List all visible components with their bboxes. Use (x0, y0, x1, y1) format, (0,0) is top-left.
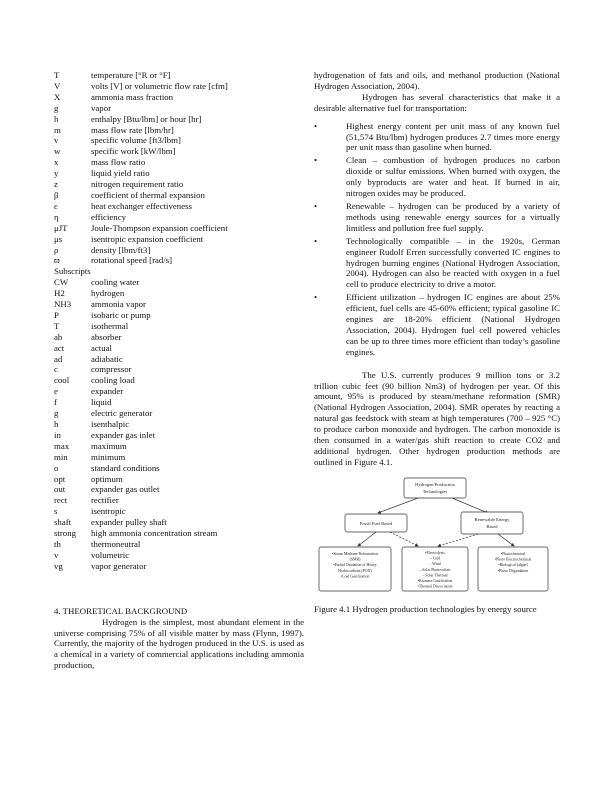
subscript-row (54, 364, 304, 375)
subscript-definition: isothermal (91, 320, 129, 331)
bio-items-text: •Photo Degradation (497, 568, 529, 573)
subscript-definition: cooling water (91, 277, 140, 288)
subscript-row (54, 375, 304, 386)
renewable-box (461, 512, 523, 534)
nomenclature-definition: nitrogen requirement ratio (91, 179, 184, 190)
bullet-marker: • (314, 292, 318, 303)
subscript-row (54, 463, 304, 474)
hydrogen-production-diagram (318, 476, 550, 594)
subscript-definition: compressor (91, 364, 132, 375)
subscript-definition: cooling load (91, 375, 135, 386)
root-box (404, 478, 466, 498)
nomenclature-definition: isentropic expansion coefficient (91, 233, 204, 244)
subscript-symbol: th (54, 538, 61, 549)
figure-4-1 (314, 476, 560, 615)
characteristic-item (314, 236, 560, 291)
characteristic-text: Technologically compatible – in the 1920s, German engineer Rudolf Erren successfully converted IC engines to hydrogen burning engines (National Hydrogen Association, 2004). Hydrogen can also be reacted with oxygen in a fuel cell to produce electricity to drive a motor. (346, 235, 560, 290)
subscript-row (54, 288, 304, 299)
nomenclature-symbol: ϖ (54, 255, 60, 266)
subscript-symbol: c (54, 364, 58, 375)
subscript-row (54, 495, 304, 506)
section-heading: 4. THEORETICAL BACKGROUND (54, 605, 188, 616)
nomenclature-row (54, 125, 304, 136)
nomenclature-row (54, 201, 304, 212)
bio-items-text: •Photochemical (500, 551, 526, 556)
nomenclature-definition: mass flow ratio (91, 157, 146, 168)
subscript-definition: expander gas inlet (91, 429, 155, 440)
nomenclature-row (54, 168, 304, 179)
fossil-items-text: •Steam Methane Reformation (331, 551, 379, 556)
subscript-symbol: f (54, 397, 57, 408)
subscript-definition: minimum (91, 451, 126, 462)
subscript-row (54, 452, 304, 463)
nomenclature-row (54, 81, 304, 92)
nomenclature-definition: specific work [kW/lbm] (91, 146, 176, 157)
subscript-definition: adiabatic (91, 353, 123, 364)
fossil-items-text: •Coal Gasification (340, 574, 370, 579)
nomenclature-definition: rotational speed [rad/s] (91, 255, 173, 266)
arrow-renewable-bio (498, 534, 514, 546)
nomenclature-symbol: m (54, 124, 61, 135)
paragraph-intro: Hydrogen has several characteristics that make it a desirable alternative fuel for transportation: (314, 91, 560, 113)
subscript-row (54, 441, 304, 452)
characteristic-text: Clean – combustion of hydrogen produces no carbon dioxide or sulfur emissions. When burned with oxygen, the only byproducts are water and heat. If burned in air, nitrogen oxides may be produced. (346, 155, 560, 199)
subscript-row (54, 310, 304, 321)
nomenclature-definition: coefficient of thermal expansion (91, 189, 205, 200)
nomenclature-row (54, 135, 304, 146)
nomenclature-definition: efficiency (91, 211, 127, 222)
subscripts-list (54, 277, 304, 571)
subscript-row (54, 506, 304, 517)
subscript-definition: electric generator (91, 408, 153, 419)
subscript-row (54, 408, 304, 419)
bullet-marker: • (314, 200, 318, 211)
subscript-row (54, 474, 304, 485)
electro-items-text: •Biomass Gasification (417, 578, 453, 583)
subscript-row (54, 343, 304, 354)
subscript-row (54, 277, 304, 288)
nomenclature-row (54, 146, 304, 157)
subscript-definition: standard conditions (91, 462, 160, 473)
fossil-items-text: Hydrocarbons (POX) (338, 568, 372, 573)
subscript-symbol: ab (54, 331, 63, 342)
nomenclature-row (54, 212, 304, 223)
subscript-symbol: act (54, 342, 65, 353)
arrow-root-renewable (452, 498, 488, 513)
electro-items-text: – Grid (429, 556, 441, 561)
nomenclature-symbol: z (54, 179, 58, 190)
nomenclature-symbol: w (54, 146, 61, 157)
nomenclature-symbol: μJT (54, 222, 68, 233)
subscript-symbol: shaft (54, 517, 72, 528)
figure-caption: Figure 4.1 Hydrogen production technologies by energy source (314, 603, 537, 614)
nomenclature-definition: mass flow rate [lbm/hr] (91, 124, 174, 135)
bio-items-text: •Photo Electrochemical (494, 557, 532, 562)
characteristics-list (314, 121, 560, 358)
subscript-row (54, 528, 304, 539)
characteristic-item (314, 121, 560, 154)
nomenclature-row (54, 234, 304, 245)
subscript-definition: isentropic (91, 506, 126, 517)
nomenclature-row (54, 92, 304, 103)
subscript-symbol: vg (54, 560, 63, 571)
bullet-marker: • (314, 120, 318, 131)
subscript-definition: maximum (91, 440, 127, 451)
subscript-definition: isenthalpic (91, 419, 130, 429)
paragraph-production: The U.S. currently produces 9 million tons or 3.2 trillion cubic feet (90 billion Nm3) of hydrogen per year. Of this amount, 95% is produced by steam/methane reformation (SMR) (National Hydrogen Association, 2004). SMR operates by reacting a natural gas feedstock with steam at high temperatures (700 – 925 °C) to produce carbon monoxide and hydrogen. The carbon monoxide is then consumed in a water/gas shift reaction to create CO2 and additional hydrogen. Other hydrogen production methods are outlined in Figure 4.1. (314, 369, 560, 467)
electro-items-text: – Solar Photovoltaic (419, 567, 451, 572)
subscript-symbol: T (54, 320, 60, 331)
subscript-definition: volumetric (91, 549, 130, 560)
renewable-label-2: Based (486, 523, 498, 529)
subscript-symbol: opt (54, 473, 66, 484)
subscript-symbol: out (54, 484, 66, 495)
nomenclature-definition: volts [V] or volumetric flow rate [cfm] (91, 80, 228, 91)
subscript-symbol: in (54, 429, 61, 440)
subscripts-heading: Subscripts (54, 266, 91, 277)
nomenclature-symbol: x (54, 157, 59, 168)
nomenclature-symbol: T (54, 70, 60, 80)
nomenclature-definition: Joule-Thompson expansion coefficient (91, 222, 228, 233)
nomenclature-symbol: h (54, 113, 59, 124)
subscript-row (54, 550, 304, 561)
nomenclature-symbol: g (54, 102, 59, 113)
nomenclature-symbol: ε (54, 200, 58, 211)
subscript-symbol: P (54, 309, 59, 320)
subscript-symbol: H2 (54, 288, 65, 299)
subscript-row (54, 397, 304, 408)
section-paragraph-1: Hydrogen is the simplest, most abundant element in the universe comprising 75% of all visible matter by mass (Flynn, 1997). Currently, the majority of the hydrogen produced in the U.S. is used as a chemical in a variety of commercial applications including ammonia production, (54, 616, 304, 671)
subscript-row (54, 517, 304, 528)
subscript-symbol: strong (54, 528, 76, 539)
arrow-root-fossil (378, 498, 418, 513)
root-label-1: Hydrogen Production (415, 481, 455, 487)
subscript-definition: vapor generator (91, 560, 147, 571)
subscript-row (54, 561, 304, 572)
subscript-row (54, 539, 304, 550)
nomenclature-row (54, 255, 304, 266)
right-column (314, 70, 560, 615)
subscript-symbol: o (54, 462, 59, 473)
subscript-definition: expander gas outlet (91, 484, 160, 495)
subscript-definition: liquid (91, 397, 112, 408)
subscript-row (54, 354, 304, 365)
bullet-marker: • (314, 155, 318, 166)
subscript-row (54, 419, 304, 430)
nomenclature-symbol: μs (54, 233, 63, 244)
subscript-definition: isobaric or pump (91, 309, 151, 320)
subscript-row (54, 386, 304, 397)
electro-items-text: •Electrolysis (425, 550, 445, 555)
nomenclature-row (54, 245, 304, 256)
nomenclature-row (54, 179, 304, 190)
root-label-2: Technologies (422, 488, 448, 494)
nomenclature-definition: specific volume [ft3/lbm] (91, 135, 181, 146)
nomenclature-definition: temperature [°R or °F] (91, 70, 171, 80)
subscript-definition: actual (91, 342, 112, 353)
subscript-definition: absorber (91, 331, 122, 342)
subscript-row (54, 321, 304, 332)
nomenclature-row (54, 114, 304, 125)
subscript-symbol: e (54, 386, 58, 397)
nomenclature-symbol: β (54, 189, 59, 200)
nomenclature-symbol: η (54, 211, 59, 222)
characteristic-item (314, 292, 560, 357)
characteristic-item (314, 155, 560, 199)
subscript-symbol: v (54, 549, 59, 560)
nomenclature-symbol: V (54, 80, 61, 91)
subscript-definition: optimum (91, 473, 123, 484)
subscript-definition: expander (91, 386, 124, 397)
electro-items-text: – Solar Thermal (422, 573, 448, 578)
nomenclature-symbol: ρ (54, 244, 59, 255)
subscript-definition: hydrogen (91, 288, 125, 299)
subscript-definition: ammonia vapor (91, 299, 146, 310)
fossil-items-text: (SMR) (349, 557, 361, 562)
subscript-symbol: rect (54, 495, 68, 506)
characteristic-text: Highest energy content per unit mass of any known fuel (51,574 Btu/lbm) hydrogen produces 2.7 times more energy per unit mass than gasoline when burned. (346, 120, 560, 153)
nomenclature-definition: liquid yield ratio (91, 168, 150, 179)
subscript-symbol: max (54, 440, 70, 451)
subscript-definition: thermoneutral (91, 538, 141, 549)
arrow-renewable-electro (438, 534, 478, 546)
subscript-symbol: g (54, 408, 59, 419)
subscript-symbol: s (54, 506, 58, 517)
nomenclature-symbol: y (54, 168, 59, 179)
nomenclature-definition: ammonia mass fraction (91, 91, 174, 102)
nomenclature-symbol: v (54, 135, 59, 146)
characteristic-text: Efficient utilization – hydrogen IC engines are about 25% efficient, fuel cells are 45-60% efficient; typical gasoline IC engines are 18-20% efficient (National Hydrogen Association, 2004). Hydrogen fuel cell powered vehicles can be up to three times more efficient than today’s gasoline engines. (346, 292, 560, 357)
nomenclature-row (54, 103, 304, 114)
nomenclature-list (54, 70, 304, 266)
subscript-symbol: ad (54, 353, 63, 364)
subscript-symbol: h (54, 419, 59, 429)
nomenclature-row (54, 70, 304, 81)
subscript-symbol: min (54, 451, 68, 462)
bullet-marker: • (314, 235, 318, 246)
nomenclature-definition: heat exchanger effectiveness (91, 200, 192, 211)
subscript-symbol: cool (54, 375, 70, 386)
subscript-definition: expander pulley shaft (91, 517, 167, 528)
nomenclature-symbol: X (54, 91, 61, 102)
nomenclature-row (54, 157, 304, 168)
characteristic-item (314, 201, 560, 234)
nomenclature-definition: density [lbm/ft3] (91, 244, 151, 255)
left-column (54, 70, 304, 671)
fossil-label: Fossil Fuel Based (359, 520, 393, 526)
subscript-row (54, 430, 304, 441)
nomenclature-definition: vapor (91, 102, 112, 113)
bio-items-text: •Biological (algae) (498, 563, 528, 568)
electro-items-text: – Wind (429, 562, 441, 567)
subscript-symbol: CW (54, 277, 69, 288)
arrow-fossil-leaf (358, 532, 376, 546)
subscript-row (54, 484, 304, 495)
paragraph-continued: hydrogenation of fats and oils, and methanol production (National Hydrogen Association, 2004). (314, 70, 560, 91)
characteristic-text: Renewable – hydrogen can be produced by a variety of methods using renewable energy sources for a virtually limitless and pollution free fuel supply. (346, 200, 560, 233)
subscript-symbol: NH3 (54, 299, 72, 310)
electro-items-text: •Thermal Dissociation (417, 584, 453, 589)
subscript-definition: high ammonia concentration stream (91, 528, 218, 539)
subscript-definition: rectifier (91, 495, 119, 506)
subscripts-heading-row (54, 266, 304, 277)
nomenclature-definition: enthalpy [Btu/lbm] or hour [hr] (91, 113, 202, 124)
fossil-items-text: •Partial Oxidation of Heavy (333, 563, 377, 568)
subscript-row (54, 332, 304, 343)
nomenclature-row (54, 190, 304, 201)
arrow-fossil-electro (390, 532, 418, 546)
nomenclature-row (54, 223, 304, 234)
renewable-label-1: Renewable Energy (474, 516, 510, 522)
subscript-row (54, 299, 304, 310)
